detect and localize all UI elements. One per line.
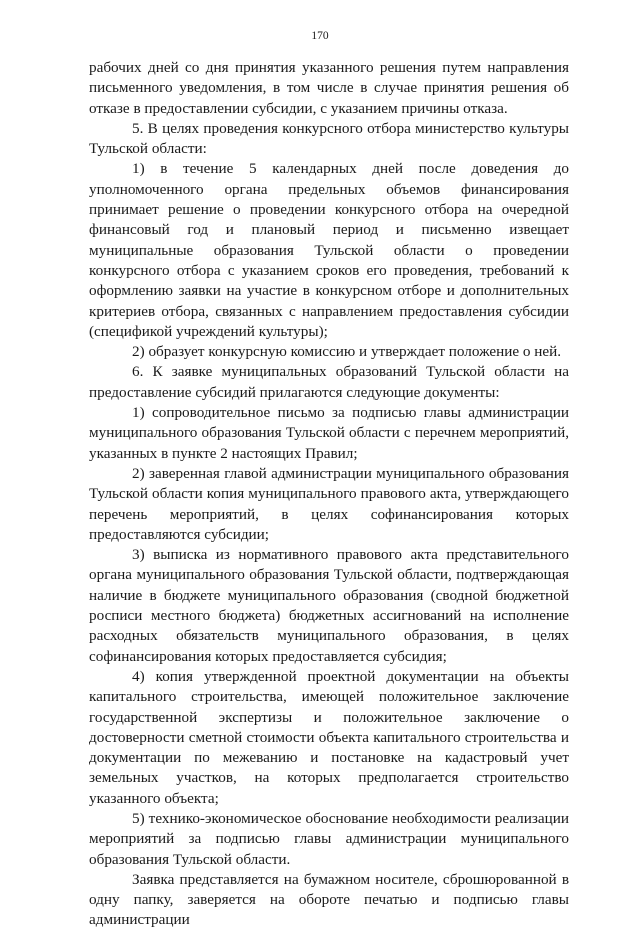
paragraph: 1) в течение 5 календарных дней после доведения до уполномоченного органа предельных объемов финансирования принимает решение о проведении конкурсного отбора на очередной финансовый год и плановый период и письменно извещает муниципальные образования Тульской области о проведении конкурсного отбора с указанием сроков его проведения, требований к оформлению заявки на участие в конкурсном отборе и дополнительных критериев отбора, связанных с направлением предоставления субсидии (спецификой учреждений культуры); <box>89 160 569 340</box>
paragraph: 5. В целях проведения конкурсного отбора министерство культуры Тульской области: <box>89 119 569 158</box>
paragraph: рабочих дней со дня принятия указанного решения путем направления письменного уведомления, в том числе в случае принятия решения об отказе в предоставлении субсидии, с указанием причины отказа. <box>89 59 569 117</box>
page-number: 170 <box>311 30 329 42</box>
paragraph: 1) сопроводительное письмо за подписью главы администрации муниципального образования Тульской области с перечнем мероприятий, указанных в пункте 2 настоящих Правил; <box>89 404 569 462</box>
paragraph: 2) образует конкурсную комиссию и утверждает положение о ней. <box>132 343 562 361</box>
document-body <box>89 58 569 931</box>
paragraph: Заявка представляется на бумажном носителе, сброшюрованной в одну папку, заверяется на обороте печатью и подписью главы администрации <box>89 870 569 929</box>
paragraph: 5) технико-экономическое обоснование необходимости реализации мероприятий за подписью главы администрации муниципального образования Тульской области. <box>89 809 569 868</box>
paragraph: 6. К заявке муниципальных образований Тульской области на предоставление субсидий прилагаются следующие документы: <box>89 363 569 401</box>
paragraph: 3) выписка из нормативного правового акта представительного органа муниципального образования Тульской области, подтверждающая наличие в бюджете муниципального образования (сводной бюджетной росписи местного бюджета) бюджетных ассигнований на исполнение расходных обязательств муниципального образования, в целях софинансирования которых предоставляется субсидия; <box>89 546 569 665</box>
paragraph: 4) копия утвержденной проектной документации на объекты капитального строительства, имеющей положительное заключение государственной экспертизы и положительное заключение о достоверности сметной стоимости объекта капитального строительства и документации по межеванию и постановке на кадастровый учет земельных участков, на которых предполагается строительство указанного объекта; <box>89 667 569 807</box>
paragraph: 2) заверенная главой администрации муниципального образования Тульской области копия муниципального правового акта, утверждающего перечень мероприятий, в целях софинансирования которых предоставляются субсидии; <box>89 464 569 543</box>
